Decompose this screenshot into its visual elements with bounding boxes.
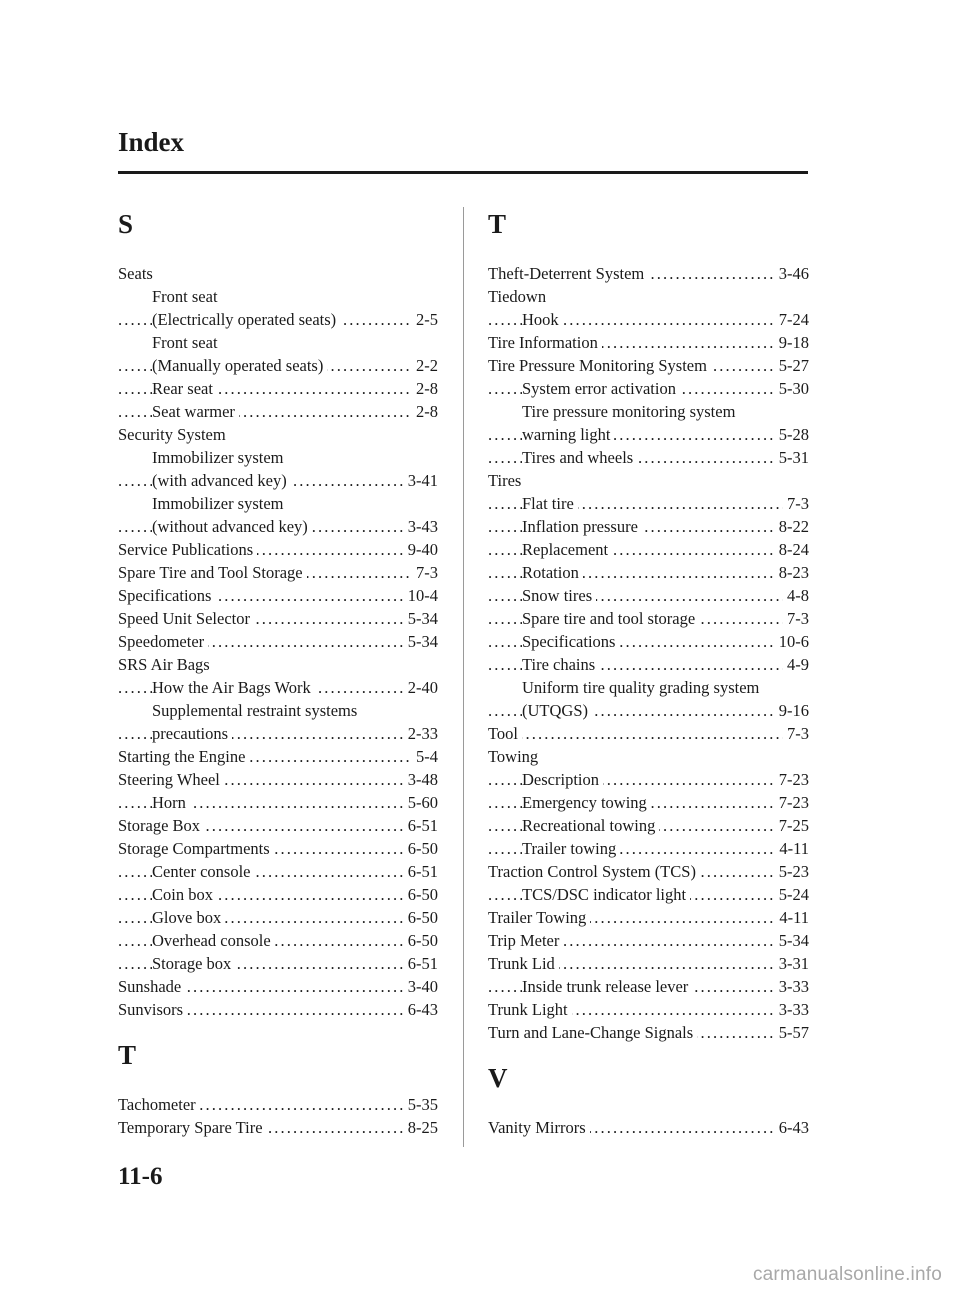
entry-page-ref: 7-24 — [775, 308, 809, 331]
entry-label: Speedometer — [118, 632, 208, 651]
section-letter-t: T — [118, 1040, 137, 1070]
entry-page-ref: 4-9 — [783, 653, 809, 676]
index-subentry — [488, 653, 809, 676]
entry-page-ref: 7-23 — [775, 768, 809, 791]
index-entry — [488, 745, 809, 768]
entry-label: Theft-Deterrent System — [488, 264, 648, 283]
entry-page-ref: 10-4 — [404, 584, 438, 607]
index-subentry — [488, 584, 809, 607]
index-entry — [488, 906, 809, 929]
section-letter-t: T — [488, 209, 507, 239]
entry-label: Coin box — [152, 885, 217, 904]
entry-label: Trailer Towing — [488, 908, 590, 927]
index-entry — [488, 860, 809, 883]
entry-label: Speed Unit Selector — [118, 609, 254, 628]
entry-label: Immobilizer system — [152, 494, 288, 513]
index-subentry — [488, 492, 809, 515]
entry-label: Tire Information — [488, 333, 602, 352]
index-subentry — [488, 837, 809, 860]
index-subentry — [488, 446, 809, 469]
entry-label: Spare tire and tool storage — [522, 609, 699, 628]
entry-page-ref: 5-4 — [412, 745, 438, 768]
entry-label: Trunk Light — [488, 1000, 572, 1019]
entry-label: Trailer towing — [522, 839, 620, 858]
entry-label: Steering Wheel — [118, 770, 224, 789]
index-entry — [118, 998, 438, 1021]
entry-label: Sunshade — [118, 977, 185, 996]
index-entry — [488, 1116, 809, 1139]
entry-label: Tachometer — [118, 1095, 200, 1114]
entry-page-ref: 3-40 — [404, 975, 438, 998]
index-entry — [118, 538, 438, 561]
entry-page-ref: 5-30 — [775, 377, 809, 400]
entry-label: Rotation — [522, 563, 583, 582]
index-subentry — [488, 538, 809, 561]
entry-label: Center console — [152, 862, 255, 881]
index-entry — [488, 285, 809, 308]
entry-label: Immobilizer system — [152, 448, 288, 467]
entry-label: Supplemental restraint systems — [152, 701, 361, 720]
index-subentry — [488, 814, 809, 837]
index-subentry — [488, 630, 809, 653]
index-subentry — [488, 676, 809, 699]
entry-page-ref: 6-43 — [775, 1116, 809, 1139]
index-subentry — [488, 561, 809, 584]
entry-label: Overhead console — [152, 931, 275, 950]
index-subentry — [118, 515, 438, 538]
entry-label: Trunk Lid — [488, 954, 559, 973]
entry-label: Specifications — [522, 632, 619, 651]
entry-label: Security System — [118, 425, 230, 444]
entry-label: Tire chains — [522, 655, 599, 674]
entry-label: Starting the Engine — [118, 747, 249, 766]
entry-label: Traction Control System (TCS) — [488, 862, 700, 881]
index-subentry — [118, 377, 438, 400]
index-entry — [488, 354, 809, 377]
entry-label: Hook — [522, 310, 563, 329]
index-entry — [118, 653, 438, 676]
section-s-entries — [118, 262, 438, 1021]
entry-label: Recreational towing — [522, 816, 659, 835]
entry-label: Tire pressure monitoring system — [522, 402, 739, 421]
index-entry — [118, 262, 438, 285]
entry-label: Inflation pressure — [522, 517, 642, 536]
entry-page-ref: 6-50 — [404, 883, 438, 906]
entry-label: (Manually operated seats) — [152, 356, 327, 375]
entry-label: How the Air Bags Work — [152, 678, 315, 697]
entry-page-ref: 7-3 — [783, 607, 809, 630]
entry-label: Storage Compartments — [118, 839, 274, 858]
index-subentry — [118, 285, 438, 308]
entry-page-ref: 8-22 — [775, 515, 809, 538]
entry-page-ref: 5-34 — [775, 929, 809, 952]
entry-label: Glove box — [152, 908, 225, 927]
index-subentry — [118, 722, 438, 745]
entry-label: Specifications — [118, 586, 215, 605]
entry-page-ref: 5-34 — [404, 630, 438, 653]
index-entry — [488, 262, 809, 285]
entry-page-ref: 5-24 — [775, 883, 809, 906]
entry-page-ref: 3-33 — [775, 998, 809, 1021]
index-subentry — [118, 676, 438, 699]
entry-label: Seats — [118, 264, 157, 283]
index-subentry — [488, 699, 809, 722]
index-entry — [118, 745, 438, 768]
entry-page-ref: 6-50 — [404, 929, 438, 952]
entry-page-ref: 8-25 — [404, 1116, 438, 1139]
entry-label: Inside trunk release lever — [522, 977, 692, 996]
entry-page-ref: 2-8 — [412, 400, 438, 423]
index-entry — [488, 722, 809, 745]
entry-page-ref: 7-3 — [783, 492, 809, 515]
entry-label: Towing — [488, 747, 542, 766]
page-title: Index — [118, 127, 185, 157]
index-entry — [118, 630, 438, 653]
page-number: 11-6 — [118, 1163, 163, 1190]
entry-page-ref: 5-34 — [404, 607, 438, 630]
entry-page-ref: 5-57 — [775, 1021, 809, 1044]
entry-label: Seat warmer — [152, 402, 239, 421]
entry-label: Rear seat — [152, 379, 217, 398]
entry-label: Front seat — [152, 333, 222, 352]
entry-page-ref: 9-18 — [775, 331, 809, 354]
entry-label: Vanity Mirrors — [488, 1118, 590, 1137]
entry-page-ref: 5-27 — [775, 354, 809, 377]
entry-label: Temporary Spare Tire — [118, 1118, 267, 1137]
entry-label: Tires — [488, 471, 525, 490]
index-entry — [118, 584, 438, 607]
section-letter-s: S — [118, 209, 134, 239]
entry-page-ref: 3-48 — [404, 768, 438, 791]
entry-page-ref: 5-23 — [775, 860, 809, 883]
entry-page-ref: 8-23 — [775, 561, 809, 584]
entry-label: System error activation — [522, 379, 680, 398]
entry-page-ref: 9-40 — [404, 538, 438, 561]
index-entry — [118, 1116, 438, 1139]
entry-page-ref: 6-51 — [404, 860, 438, 883]
entry-page-ref: 3-41 — [404, 469, 438, 492]
index-subentry — [118, 883, 438, 906]
entry-page-ref: 2-2 — [412, 354, 438, 377]
index-subentry — [118, 331, 438, 354]
index-subentry — [488, 400, 809, 423]
entry-page-ref: 6-43 — [404, 998, 438, 1021]
entry-page-ref: 2-33 — [404, 722, 438, 745]
entry-label: Storage box — [152, 954, 235, 973]
entry-page-ref: 4-11 — [775, 906, 809, 929]
entry-label: Horn — [152, 793, 190, 812]
index-entry — [488, 331, 809, 354]
entry-label: Description — [522, 770, 603, 789]
column-divider — [463, 207, 464, 1147]
index-entry — [488, 469, 809, 492]
section-letter-v: V — [488, 1063, 508, 1093]
entry-page-ref: 4-8 — [783, 584, 809, 607]
entry-page-ref: 4-11 — [775, 837, 809, 860]
index-subentry — [488, 515, 809, 538]
entry-label: (with advanced key) — [152, 471, 291, 490]
index-entry — [488, 1021, 809, 1044]
index-entry — [118, 837, 438, 860]
entry-page-ref: 6-51 — [404, 814, 438, 837]
entry-label: Uniform tire quality grading system — [522, 678, 763, 697]
entry-label: TCS/DSC indicator light — [522, 885, 690, 904]
entry-page-ref: 6-50 — [404, 906, 438, 929]
entry-page-ref: 3-43 — [404, 515, 438, 538]
index-entry — [118, 768, 438, 791]
entry-page-ref: 2-8 — [412, 377, 438, 400]
index-subentry — [118, 952, 438, 975]
entry-label: Tire Pressure Monitoring System — [488, 356, 711, 375]
index-entry — [118, 814, 438, 837]
index-entry — [118, 561, 438, 584]
index-subentry — [488, 308, 809, 331]
section-v-entries — [488, 1116, 809, 1139]
entry-label: Storage Box — [118, 816, 204, 835]
entry-page-ref: 7-3 — [783, 722, 809, 745]
entry-label: warning light — [522, 425, 614, 444]
index-subentry — [118, 791, 438, 814]
entry-page-ref: 7-25 — [775, 814, 809, 837]
entry-page-ref: 2-5 — [412, 308, 438, 331]
entry-label: (without advanced key) — [152, 517, 312, 536]
index-subentry — [118, 860, 438, 883]
index-subentry — [118, 400, 438, 423]
index-entry — [118, 607, 438, 630]
entry-label: precautions — [152, 724, 232, 743]
entry-label: Front seat — [152, 287, 222, 306]
entry-page-ref: 7-3 — [412, 561, 438, 584]
index-subentry — [488, 423, 809, 446]
entry-page-ref: 5-60 — [404, 791, 438, 814]
entry-label: Emergency towing — [522, 793, 651, 812]
entry-label: (Electrically operated seats) — [152, 310, 340, 329]
title-rule — [118, 171, 808, 174]
index-entry — [488, 952, 809, 975]
entry-label: Turn and Lane-Change Signals — [488, 1023, 697, 1042]
entry-page-ref: 3-33 — [775, 975, 809, 998]
section-t-entries — [118, 1093, 438, 1139]
entry-label: SRS Air Bags — [118, 655, 214, 674]
index-subentry — [118, 492, 438, 515]
index-subentry — [488, 607, 809, 630]
watermark: carmanualsonline.info — [752, 1264, 942, 1285]
entry-label: Replacement — [522, 540, 612, 559]
index-subentry — [118, 354, 438, 377]
entry-label: (UTQGS) — [522, 701, 592, 720]
index-entry — [118, 1093, 438, 1116]
index-subentry — [118, 446, 438, 469]
entry-page-ref: 5-35 — [404, 1093, 438, 1116]
index-entry — [488, 998, 809, 1021]
index-subentry — [118, 308, 438, 331]
entry-page-ref: 10-6 — [775, 630, 809, 653]
index-subentry — [488, 768, 809, 791]
entry-page-ref: 3-31 — [775, 952, 809, 975]
entry-label: Spare Tire and Tool Storage — [118, 563, 307, 582]
entry-page-ref: 6-51 — [404, 952, 438, 975]
entry-page-ref: 7-23 — [775, 791, 809, 814]
entry-page-ref: 8-24 — [775, 538, 809, 561]
section-t-entries — [488, 262, 809, 1044]
left-column — [118, 209, 438, 1139]
entry-label: Tool — [488, 724, 522, 743]
index-subentry — [488, 975, 809, 998]
entry-label: Service Publications — [118, 540, 257, 559]
entry-label: Snow tires — [522, 586, 596, 605]
index-entry — [118, 423, 438, 446]
index-subentry — [488, 377, 809, 400]
index-subentry — [118, 699, 438, 722]
index-entry — [118, 975, 438, 998]
entry-page-ref: 5-31 — [775, 446, 809, 469]
index-subentry — [118, 906, 438, 929]
index-subentry — [488, 883, 809, 906]
right-column — [488, 209, 809, 1139]
entry-label: Tiedown — [488, 287, 550, 306]
index-subentry — [118, 469, 438, 492]
entry-page-ref: 6-50 — [404, 837, 438, 860]
entry-label: Flat tire — [522, 494, 578, 513]
entry-label: Trip Meter — [488, 931, 563, 950]
entry-label: Tires and wheels — [522, 448, 637, 467]
index-entry — [488, 929, 809, 952]
entry-page-ref: 9-16 — [775, 699, 809, 722]
entry-label: Sunvisors — [118, 1000, 187, 1019]
index-subentry — [488, 791, 809, 814]
entry-page-ref: 3-46 — [775, 262, 809, 285]
index-subentry — [118, 929, 438, 952]
entry-page-ref: 2-40 — [404, 676, 438, 699]
entry-page-ref: 5-28 — [775, 423, 809, 446]
